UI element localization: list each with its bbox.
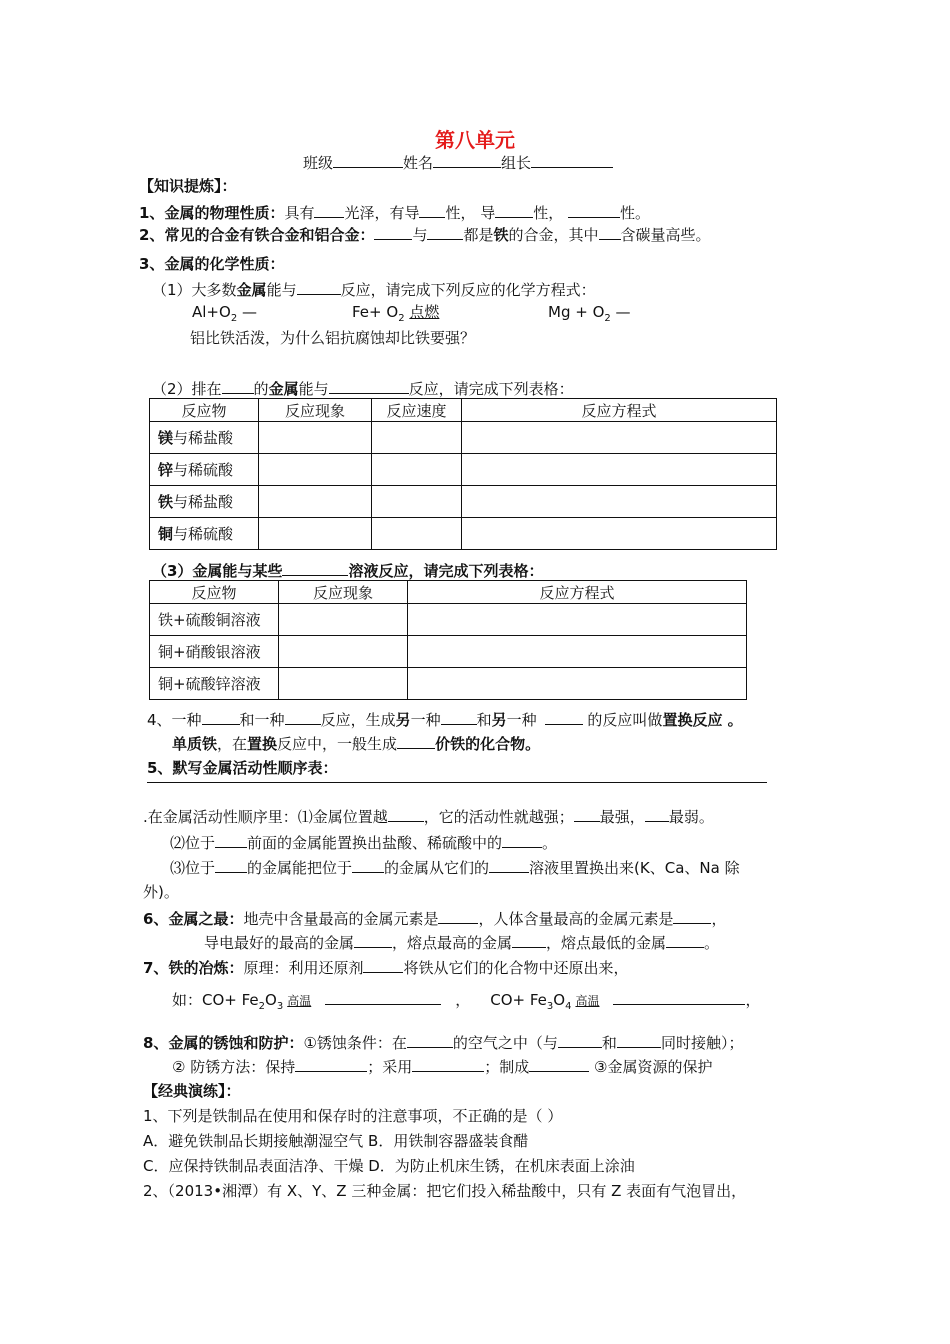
item-3: 3、金属的化学性质： xyxy=(139,255,285,273)
page-title: 第八单元 xyxy=(435,128,515,152)
table-header: 反应物 反应现象 反应方程式 xyxy=(150,581,747,604)
table-row: 铁+硫酸铜溶液 xyxy=(150,604,747,636)
order-rule-1: .在金属活动性顺序里：⑴金属位置越 ，它的活动性就越强； 最强， 最弱。 xyxy=(143,808,714,826)
question-1-options-ab: A．避免铁制品长期接触潮湿空气 B．用铁制容器盛装食醋 xyxy=(143,1132,529,1150)
table-row: 铜与稀硫酸 xyxy=(150,518,777,550)
leader-label: 组长 xyxy=(501,154,532,172)
name-label: 姓名 xyxy=(403,154,434,172)
item-1: 1、金属的物理性质：具有 光泽，有导 性， 导 性， 性。 xyxy=(139,204,651,222)
question-1-options-cd: C．应保持铁制品表面洁净、干燥 D．为防止机床生锈，在机床表面上涂油 xyxy=(143,1157,635,1175)
table-row: 镁与稀盐酸 xyxy=(150,422,777,454)
section-heading-knowledge: 【知识提炼】： xyxy=(139,177,237,195)
smelting-equations: 如：$CO+ Fe_2O_3$ 高温 ， $CO+ Fe_3O_4$ 高温 ， xyxy=(172,991,761,1012)
equation-mg: $Mg + O_2$ — xyxy=(548,303,631,324)
order-rule-2: ⑵位于 前面的金属能置换出盐酸、稀硫酸中的 。 xyxy=(170,834,558,852)
name-blank[interactable] xyxy=(433,152,501,168)
item-8: 8、金属的锈蚀和防护：①锈蚀条件：在 的空气之中（与 和 同时接触）； xyxy=(143,1034,744,1052)
class-blank[interactable] xyxy=(333,152,403,168)
section-heading-practice: 【经典演练】： xyxy=(143,1082,241,1100)
leader-blank[interactable] xyxy=(531,152,613,168)
equation-al: $Al+O_2$ — xyxy=(192,303,257,324)
order-rule-3-cont: 外)。 xyxy=(143,883,179,901)
question-2: 2、（2013•湘潭）有 X、Y、Z 三种金属：把它们投入稀盐酸中，只有 Z 表面有气泡冒出， xyxy=(143,1182,747,1200)
item-6b: 导电最好的最高的金属 ，熔点最高的金属 ，熔点最低的金属 。 xyxy=(204,934,720,952)
salt-reaction-table xyxy=(149,580,747,700)
question-1: 1、下列是铁制品在使用和保存时的注意事项，不正确的是（ ） xyxy=(143,1107,563,1125)
item-6: 6、金属之最：地壳中含量最高的金属元素是 ，人体含量最高的金属元素是 ， xyxy=(143,910,727,928)
item-8b: ② 防锈方法：保持 ；采用 ；制成 ③金属资源的保护 xyxy=(172,1058,713,1076)
header-fields xyxy=(303,152,613,173)
item-3-3: （3）金属能与某些 溶液反应，请完成下列表格： xyxy=(152,562,544,580)
table-row: 铜+硝酸银溶液 xyxy=(150,636,747,668)
activity-series-answer-line[interactable] xyxy=(147,782,767,783)
item-5: 5、默写金属活动性顺序表： xyxy=(147,759,338,777)
item-3-2: （2）排在 的金属能与 反应，请完成下列表格： xyxy=(152,380,574,398)
class-label: 班级 xyxy=(303,154,334,172)
table-row: 锌与稀硫酸 xyxy=(150,454,777,486)
table-row: 铁与稀盐酸 xyxy=(150,486,777,518)
equation-fe: $Fe+ O_2$ 点燃 xyxy=(352,303,440,324)
question-aluminum: 铝比铁活泼，为什么铝抗腐蚀却比铁要强？ xyxy=(190,329,476,347)
acid-reaction-table xyxy=(149,398,777,550)
table-header: 反应物 反应现象 反应速度 反应方程式 xyxy=(150,399,777,422)
item-3-1: （1）大多数金属能与 反应，请完成下列反应的化学方程式： xyxy=(152,281,596,299)
item-4b: 单质铁，在置换反应中，一般生成 价铁的化合物。 xyxy=(172,735,541,753)
table-row: 铜+硫酸锌溶液 xyxy=(150,668,747,700)
item-2: 2、常见的合金有铁合金和铝合金： 与 都是铁的合金，其中 含碳量高些。 xyxy=(139,226,711,244)
item-7: 7、铁的冶炼：原理：利用还原剂 将铁从它们的化合物中还原出来， xyxy=(143,959,629,977)
item-4: 4、一种 和一种 反应，生成另一种 和另一种 的反应叫做置换反应 。 xyxy=(147,711,743,729)
order-rule-3: ⑶位于 的金属能把位于 的金属从它们的 溶液里置换出来(K、Ca、Na 除 xyxy=(170,859,740,877)
